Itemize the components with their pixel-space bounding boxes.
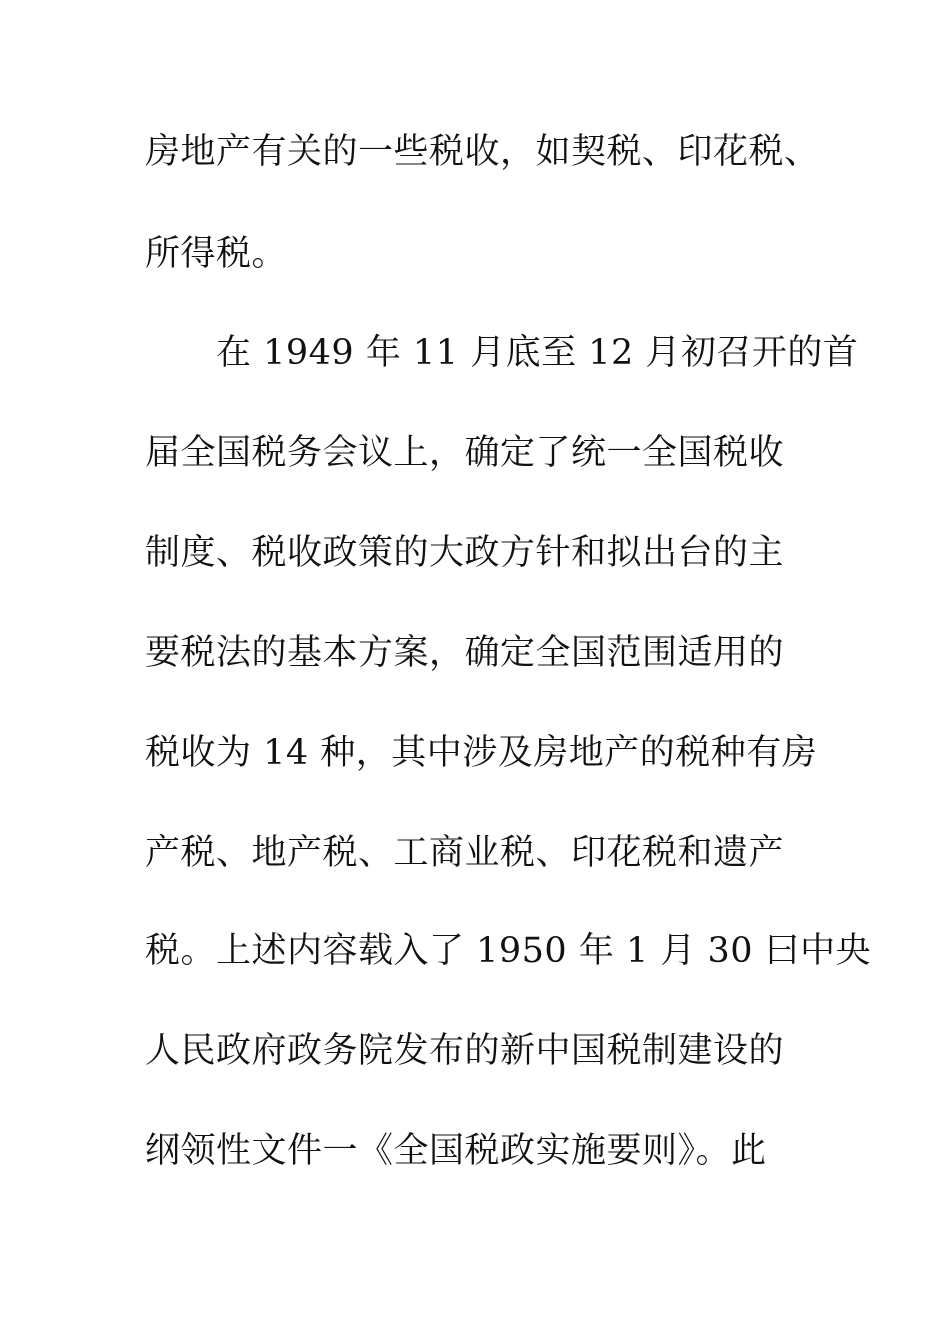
- text-line-8: 产税、地产税、工商业税、印花税和遗产: [145, 833, 785, 873]
- text-line-2: 所得税。: [145, 234, 288, 274]
- text-line-3: 在 1949 年 11 月底至 12 月初召开的首: [145, 333, 859, 373]
- text-line-4: 届全国税务会议上，确定了统一全国税收: [145, 433, 785, 473]
- text-line-7: 税收为 14 种，其中涉及房地产的税种有房: [145, 733, 818, 773]
- text-line-5: 制度、税收政策的大政方针和拟出台的主: [145, 533, 785, 573]
- text-line-10: 人民政府政务院发布的新中国税制建设的: [145, 1031, 785, 1071]
- text-line-11: 纲领性文件一《全国税政实施要则》。此: [145, 1131, 767, 1171]
- text-line-1: 房地产有关的一些税收，如契税、印花税、: [145, 132, 820, 172]
- text-line-9: 税。上述内容载入了 1950 年 1 月 30 曰中央: [145, 931, 872, 971]
- text-line-6: 要税法的基本方案，确定全国范围适用的: [145, 633, 785, 673]
